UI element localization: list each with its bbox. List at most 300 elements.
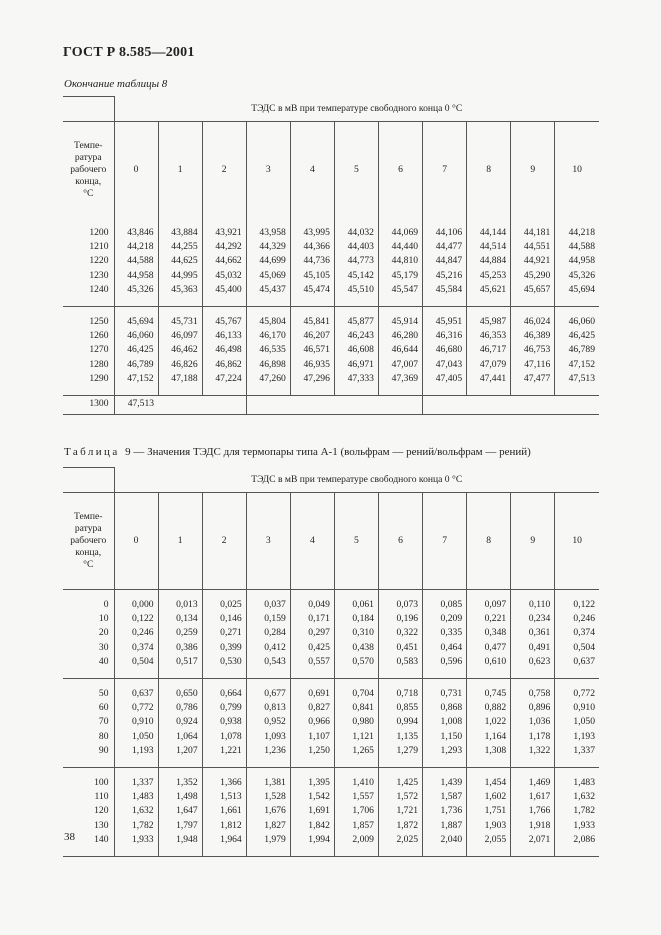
emf-value-cell: 0,504	[555, 641, 599, 655]
emf-value-cell: 45,216	[423, 269, 467, 283]
emf-value-cell: 0,623	[511, 655, 555, 678]
emf-value-cell: 0,464	[423, 641, 467, 655]
emf-value-cell: 46,717	[467, 343, 511, 357]
emf-value-cell: 47,079	[467, 358, 511, 372]
emf-value-cell: 0,025	[202, 589, 246, 612]
emf-value-cell: 45,694	[555, 283, 599, 306]
temperature-header-line: ратура	[74, 151, 102, 163]
column-header: 0	[114, 121, 158, 218]
temperature-cell: 1300	[63, 395, 114, 414]
emf-value-cell: 1,557	[334, 790, 378, 804]
emf-value-cell: 1,337	[555, 744, 599, 767]
emf-value-cell: 0,348	[467, 626, 511, 640]
emf-value-cell: 1,498	[158, 790, 202, 804]
emf-value-cell: 1,036	[511, 715, 555, 729]
emf-value-cell: 0,159	[246, 612, 290, 626]
emf-value-cell: 44,588	[114, 254, 158, 268]
emf-value-cell: 1,150	[423, 730, 467, 744]
temperature-cell: 80	[98, 730, 109, 742]
emf-value-cell: 45,731	[158, 306, 202, 329]
emf-value-cell: 1,483	[555, 767, 599, 790]
table-row	[63, 833, 599, 856]
emf-value-cell: 1,857	[334, 819, 378, 833]
emf-value-cell: 44,699	[246, 254, 290, 268]
table-row	[63, 819, 599, 833]
column-header: 3	[246, 492, 290, 589]
column-header: 10	[555, 492, 599, 589]
column-header: 0	[114, 492, 158, 589]
emf-value-cell: 44,958	[114, 269, 158, 283]
emf-value-cell: 44,440	[378, 240, 422, 254]
table-row	[63, 306, 599, 329]
emf-value-cell: 46,207	[290, 329, 334, 343]
document-header: ГОСТ Р 8.585—2001	[63, 45, 195, 60]
emf-value-cell: 0,061	[334, 589, 378, 612]
emf-value-cell: 44,551	[511, 240, 555, 254]
emf-value-cell: 1,425	[378, 767, 422, 790]
emf-value-cell: 1,979	[246, 833, 290, 856]
emf-value-cell: 44,847	[423, 254, 467, 268]
emf-value-cell: 46,935	[290, 358, 334, 372]
emf-value-cell: 1,322	[511, 744, 555, 767]
emf-value-cell: 0,924	[158, 715, 202, 729]
emf-value-cell: 1,008	[423, 715, 467, 729]
emf-value-cell: 46,170	[246, 329, 290, 343]
table-row	[63, 269, 599, 283]
emf-value-cell: 44,403	[334, 240, 378, 254]
emf-value-cell: 0,543	[246, 655, 290, 678]
emf-value-cell: 1,381	[246, 767, 290, 790]
column-header: 4	[290, 121, 334, 218]
emf-value-cell: 0,718	[378, 678, 422, 701]
emf-value-cell: 1,948	[158, 833, 202, 856]
emf-value-cell: 0,691	[290, 678, 334, 701]
emf-value-cell: 44,292	[202, 240, 246, 254]
table8-caption: Окончание таблицы 8	[64, 78, 168, 90]
emf-value-cell: 47,441	[467, 372, 511, 395]
emf-value-cell: 2,071	[511, 833, 555, 856]
emf-value-cell: 1,918	[511, 819, 555, 833]
empty-cell	[423, 395, 467, 414]
emf-value-cell: 1,193	[114, 744, 158, 767]
emf-value-cell: 2,086	[555, 833, 599, 856]
emf-value-cell: 45,657	[511, 283, 555, 306]
column-header-row	[63, 492, 599, 589]
emf-value-cell: 1,933	[114, 833, 158, 856]
table-row	[63, 612, 599, 626]
emf-value-cell: 1,022	[467, 715, 511, 729]
column-header: 7	[423, 492, 467, 589]
temperature-cell: 10	[98, 612, 109, 624]
emf-value-cell: 0,246	[555, 612, 599, 626]
emf-value-cell: 46,316	[423, 329, 467, 343]
table-9	[63, 467, 599, 857]
table-row	[63, 678, 599, 701]
emf-value-cell: 0,037	[246, 589, 290, 612]
emf-value-cell: 44,736	[290, 254, 334, 268]
emf-value-cell: 46,097	[158, 329, 202, 343]
emf-value-cell: 1,887	[423, 819, 467, 833]
emf-value-cell: 1,250	[290, 744, 334, 767]
table9-label: Таблица	[64, 446, 120, 458]
emf-value-cell: 1,366	[202, 767, 246, 790]
emf-value-cell: 45,142	[334, 269, 378, 283]
emf-value-cell: 0,221	[467, 612, 511, 626]
emf-value-cell: 0,438	[334, 641, 378, 655]
emf-value-cell: 44,995	[158, 269, 202, 283]
emf-value-cell: 44,144	[467, 218, 511, 240]
emf-value-cell: 1,706	[334, 804, 378, 818]
emf-value-cell: 44,662	[202, 254, 246, 268]
emf-value-cell: 0,910	[555, 701, 599, 715]
emf-value-cell: 1,587	[423, 790, 467, 804]
emf-value-cell: 1,050	[114, 730, 158, 744]
emf-value-cell: 46,862	[202, 358, 246, 372]
emf-value-cell: 0,827	[290, 701, 334, 715]
table-row	[63, 283, 599, 306]
emf-value-cell: 0,073	[378, 589, 422, 612]
temperature-header-line: °С	[83, 187, 94, 199]
emf-value-cell: 44,884	[467, 254, 511, 268]
emf-value-cell: 45,987	[467, 306, 511, 329]
emf-value-cell: 46,753	[511, 343, 555, 357]
emf-value-cell: 0,374	[114, 641, 158, 655]
emf-value-cell: 0,171	[290, 612, 334, 626]
empty-cell	[158, 395, 202, 414]
emf-value-cell: 0,234	[511, 612, 555, 626]
emf-value-cell: 46,425	[555, 329, 599, 343]
emf-value-cell: 0,570	[334, 655, 378, 678]
temperature-cell: 50	[63, 678, 114, 701]
emf-value-cell: 46,243	[334, 329, 378, 343]
emf-value-cell: 45,032	[202, 269, 246, 283]
emf-value-cell: 1,050	[555, 715, 599, 729]
emf-value-cell: 0,013	[158, 589, 202, 612]
emf-value-cell: 45,290	[511, 269, 555, 283]
temperature-header-line: конца,	[75, 546, 102, 558]
emf-value-cell: 0,704	[334, 678, 378, 701]
emf-value-cell: 47,296	[290, 372, 334, 395]
emf-value-cell: 45,474	[290, 283, 334, 306]
table-row	[63, 715, 599, 729]
emf-value-cell: 1,691	[290, 804, 334, 818]
emf-value-cell: 1,647	[158, 804, 202, 818]
emf-value-cell: 43,846	[114, 218, 158, 240]
temperature-cell: 120	[94, 805, 109, 817]
column-header: 6	[378, 492, 422, 589]
emf-value-cell: 47,260	[246, 372, 290, 395]
emf-value-cell: 44,921	[511, 254, 555, 268]
emf-value-cell: 0,477	[467, 641, 511, 655]
empty-cell	[334, 395, 378, 414]
empty-cell	[378, 395, 422, 414]
emf-value-cell: 1,410	[334, 767, 378, 790]
emf-value-cell: 0,583	[378, 655, 422, 678]
emf-value-cell: 46,571	[290, 343, 334, 357]
temperature-header-line: °С	[83, 558, 94, 570]
emf-value-cell: 46,608	[334, 343, 378, 357]
emf-value-cell: 43,995	[290, 218, 334, 240]
emf-value-cell: 44,773	[334, 254, 378, 268]
emf-value-cell: 44,329	[246, 240, 290, 254]
emf-value-cell: 45,253	[467, 269, 511, 283]
column-header: 3	[246, 121, 290, 218]
emf-value-cell: 1,766	[511, 804, 555, 818]
column-header: 5	[334, 492, 378, 589]
emf-value-cell: 45,694	[114, 306, 158, 329]
emf-value-cell: 44,477	[423, 240, 467, 254]
emf-value-cell: 46,462	[158, 343, 202, 357]
emf-value-cell: 45,363	[158, 283, 202, 306]
empty-cell	[202, 395, 246, 414]
column-header: 1	[158, 121, 202, 218]
emf-header: ТЭДС в мВ при температуре свободного конца 0 °С	[114, 468, 599, 493]
emf-value-cell: 0,868	[423, 701, 467, 715]
temperature-cell: 1210	[89, 240, 109, 252]
emf-value-cell: 1,572	[378, 790, 422, 804]
temperature-header-line: ратура	[74, 522, 102, 534]
column-header: 7	[423, 121, 467, 218]
emf-value-cell: 44,255	[158, 240, 202, 254]
emf-value-cell: 43,921	[202, 218, 246, 240]
temperature-cell: 1220	[89, 255, 109, 267]
emf-value-cell: 1,933	[555, 819, 599, 833]
emf-value-cell: 47,333	[334, 372, 378, 395]
emf-value-cell: 47,188	[158, 372, 202, 395]
emf-value-cell: 1,632	[114, 804, 158, 818]
emf-value-cell: 44,366	[290, 240, 334, 254]
corner-cell	[63, 97, 114, 122]
emf-value-cell: 0,896	[511, 701, 555, 715]
emf-value-cell: 1,964	[202, 833, 246, 856]
temperature-cell: 20	[98, 627, 109, 639]
temperature-cell: 0	[63, 589, 114, 612]
temperature-cell: 1250	[63, 306, 114, 329]
emf-value-cell: 46,353	[467, 329, 511, 343]
emf-value-cell: 46,498	[202, 343, 246, 357]
emf-value-cell: 1,093	[246, 730, 290, 744]
emf-value-cell: 0,284	[246, 626, 290, 640]
emf-value-cell: 0,412	[246, 641, 290, 655]
column-header: 2	[202, 121, 246, 218]
emf-value-cell: 1,293	[423, 744, 467, 767]
emf-value-cell: 0,952	[246, 715, 290, 729]
table9-caption	[64, 446, 531, 458]
emf-value-cell: 0,882	[467, 701, 511, 715]
corner-cell	[63, 468, 114, 493]
emf-value-cell: 45,877	[334, 306, 378, 329]
emf-value-cell: 45,914	[378, 306, 422, 329]
emf-value-cell: 1,483	[114, 790, 158, 804]
emf-value-cell: 1,352	[158, 767, 202, 790]
column-header: 2	[202, 492, 246, 589]
emf-value-cell: 1,178	[511, 730, 555, 744]
temperature-cell: 1200	[89, 226, 109, 238]
emf-value-cell: 46,789	[114, 358, 158, 372]
table-row	[63, 767, 599, 790]
table9-number: 9	[125, 446, 131, 458]
emf-value-cell: 1,617	[511, 790, 555, 804]
emf-value-cell: 0,664	[202, 678, 246, 701]
emf-value-cell: 1,736	[423, 804, 467, 818]
emf-value-cell: 1,994	[290, 833, 334, 856]
emf-header: ТЭДС в мВ при температуре свободного конца 0 °С	[114, 97, 599, 122]
emf-value-cell: 46,680	[423, 343, 467, 357]
emf-value-cell: 0,386	[158, 641, 202, 655]
emf-value-cell: 0,297	[290, 626, 334, 640]
empty-cell	[290, 395, 334, 414]
emf-value-cell: 1,308	[467, 744, 511, 767]
temperature-cell: 1280	[89, 358, 109, 370]
temperature-cell: 1240	[89, 284, 109, 296]
emf-value-cell: 0,122	[555, 589, 599, 612]
emf-value-cell: 44,810	[378, 254, 422, 268]
emf-value-cell: 46,644	[378, 343, 422, 357]
emf-value-cell: 1,078	[202, 730, 246, 744]
table-row	[63, 358, 599, 372]
emf-value-cell: 45,105	[290, 269, 334, 283]
column-header: 4	[290, 492, 334, 589]
emf-value-cell: 1,676	[246, 804, 290, 818]
table-row	[63, 655, 599, 678]
emf-value-cell: 44,032	[334, 218, 378, 240]
emf-value-cell: 0,374	[555, 626, 599, 640]
emf-value-cell: 45,326	[555, 269, 599, 283]
emf-value-cell: 0,813	[246, 701, 290, 715]
emf-value-cell: 46,389	[511, 329, 555, 343]
temperature-cell: 70	[98, 716, 109, 728]
emf-value-cell: 1,279	[378, 744, 422, 767]
empty-cell	[511, 395, 555, 414]
emf-value-cell: 44,625	[158, 254, 202, 268]
temperature-cell: 1230	[89, 269, 109, 281]
emf-value-cell: 1,207	[158, 744, 202, 767]
temperature-header	[63, 121, 114, 218]
emf-value-cell: 1,903	[467, 819, 511, 833]
emf-value-cell: 44,218	[114, 240, 158, 254]
temperature-header	[63, 492, 114, 589]
emf-value-cell: 1,632	[555, 790, 599, 804]
emf-value-cell: 2,040	[423, 833, 467, 856]
emf-value-cell: 0,310	[334, 626, 378, 640]
temperature-cell: 90	[98, 745, 109, 757]
emf-value-cell: 47,513	[555, 372, 599, 395]
table-row	[63, 730, 599, 744]
emf-value-cell: 46,280	[378, 329, 422, 343]
emf-value-cell: 0,786	[158, 701, 202, 715]
emf-value-cell: 45,510	[334, 283, 378, 306]
column-header: 5	[334, 121, 378, 218]
emf-value-cell: 0,910	[114, 715, 158, 729]
emf-value-cell: 47,405	[423, 372, 467, 395]
emf-value-cell: 45,400	[202, 283, 246, 306]
emf-value-cell: 0,530	[202, 655, 246, 678]
emf-value-cell: 0,758	[511, 678, 555, 701]
emf-value-cell: 0,799	[202, 701, 246, 715]
emf-value-cell: 46,133	[202, 329, 246, 343]
emf-value-cell: 1,842	[290, 819, 334, 833]
emf-value-cell: 44,218	[555, 218, 599, 240]
table-row	[63, 701, 599, 715]
table-row	[63, 372, 599, 395]
emf-value-cell: 0,994	[378, 715, 422, 729]
emf-value-cell: 1,439	[423, 767, 467, 790]
temperature-cell: 130	[94, 819, 109, 831]
emf-value-cell: 0,557	[290, 655, 334, 678]
temperature-header-line: рабочего	[70, 163, 107, 175]
emf-value-cell: 1,135	[378, 730, 422, 744]
emf-value-cell: 45,767	[202, 306, 246, 329]
table9-body	[63, 589, 599, 856]
emf-value-cell: 47,152	[114, 372, 158, 395]
emf-value-cell: 45,951	[423, 306, 467, 329]
emf-value-cell: 0,110	[511, 589, 555, 612]
emf-value-cell: 0,085	[423, 589, 467, 612]
table-row	[63, 744, 599, 767]
emf-value-cell: 45,841	[290, 306, 334, 329]
emf-value-cell: 47,513	[114, 395, 158, 414]
temperature-cell: 110	[94, 790, 109, 802]
emf-value-cell: 0,335	[423, 626, 467, 640]
column-header: 9	[511, 121, 555, 218]
emf-value-cell: 1,782	[114, 819, 158, 833]
emf-value-cell: 46,898	[246, 358, 290, 372]
emf-value-cell: 0,209	[423, 612, 467, 626]
table8-body	[63, 218, 599, 415]
emf-value-cell: 1,751	[467, 804, 511, 818]
table-row	[63, 254, 599, 268]
emf-value-cell: 0,361	[511, 626, 555, 640]
emf-value-cell: 46,024	[511, 306, 555, 329]
emf-value-cell: 44,958	[555, 254, 599, 268]
emf-value-cell: 45,069	[246, 269, 290, 283]
table-row	[63, 589, 599, 612]
emf-value-cell: 1,602	[467, 790, 511, 804]
emf-value-cell: 1,872	[378, 819, 422, 833]
emf-value-cell: 1,121	[334, 730, 378, 744]
column-header-row	[63, 121, 599, 218]
temperature-header-line: рабочего	[70, 534, 107, 546]
emf-value-cell: 0,146	[202, 612, 246, 626]
emf-value-cell: 0,745	[467, 678, 511, 701]
emf-value-cell: 1,395	[290, 767, 334, 790]
table-row	[63, 329, 599, 343]
emf-value-cell: 47,477	[511, 372, 555, 395]
emf-value-cell: 0,322	[378, 626, 422, 640]
emf-value-cell: 1,107	[290, 730, 334, 744]
emf-value-cell: 45,326	[114, 283, 158, 306]
emf-value-cell: 46,971	[334, 358, 378, 372]
column-header: 8	[467, 492, 511, 589]
emf-value-cell: 1,513	[202, 790, 246, 804]
column-header: 9	[511, 492, 555, 589]
emf-value-cell: 2,009	[334, 833, 378, 856]
emf-value-cell: 0,596	[423, 655, 467, 678]
emf-value-cell: 46,060	[555, 306, 599, 329]
emf-value-cell: 0,399	[202, 641, 246, 655]
emf-value-cell: 1,797	[158, 819, 202, 833]
emf-value-cell: 1,265	[334, 744, 378, 767]
temperature-cell: 1290	[89, 373, 109, 385]
emf-value-cell: 1,164	[467, 730, 511, 744]
table-row	[63, 240, 599, 254]
emf-value-cell: 1,221	[202, 744, 246, 767]
page-number: 38	[64, 831, 75, 843]
emf-value-cell: 0,637	[114, 678, 158, 701]
table-row	[63, 804, 599, 818]
table9-title: — Значения ТЭДС для термопары типа А-1 (вольфрам — рений/вольфрам — рений)	[133, 446, 531, 458]
emf-value-cell: 0,980	[334, 715, 378, 729]
